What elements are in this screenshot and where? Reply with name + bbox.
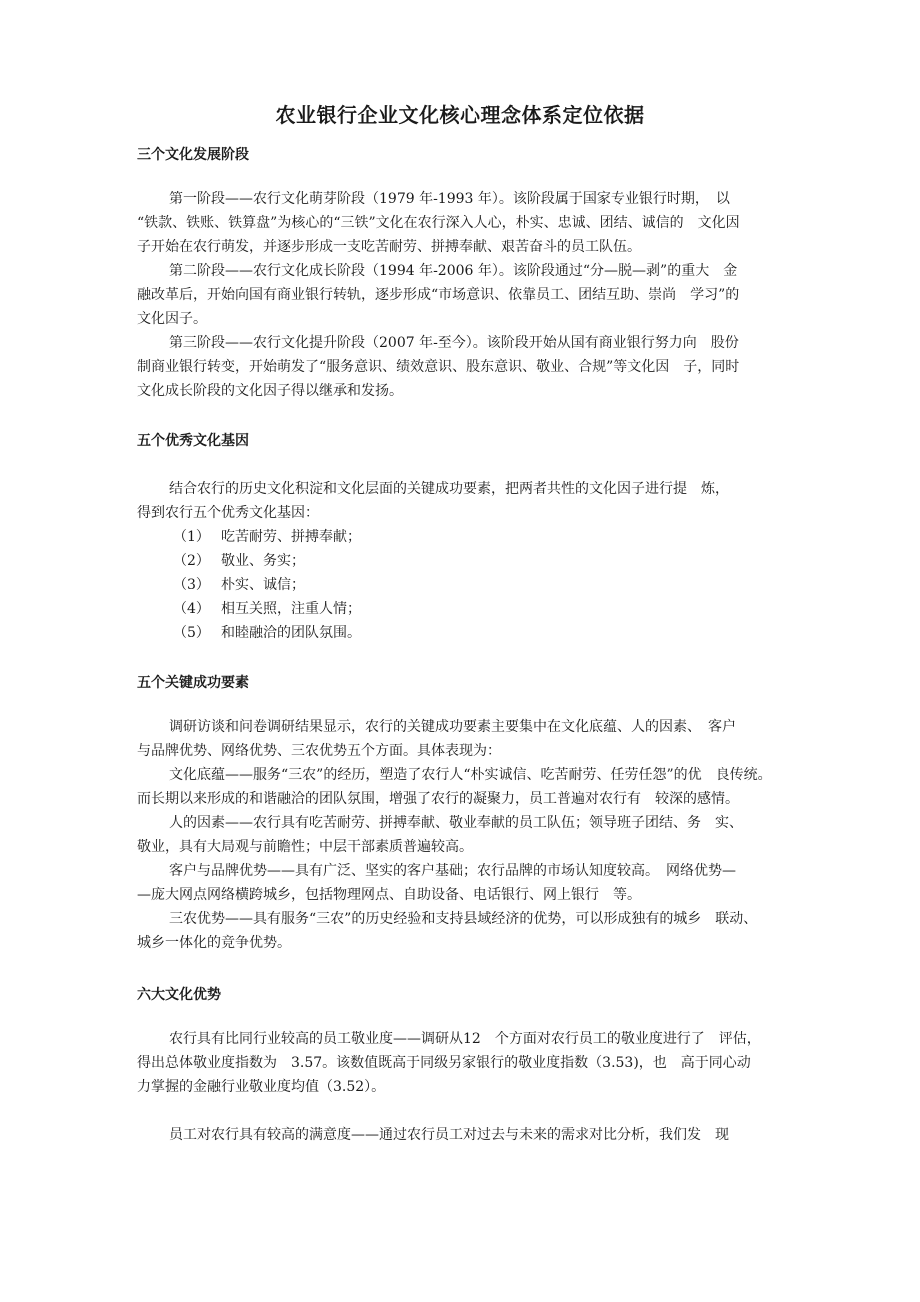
paragraph-line: 文化成长阶段的文化因子得以继承和发扬。 (137, 383, 403, 399)
list-item (173, 576, 305, 594)
paragraph-line: 第二阶段——农行文化成长阶段（1994 年-2006 年）。该阶段通过“分—脱—剥”的重大 金 (169, 263, 738, 279)
paragraph-line: 员工对农行具有较高的满意度——通过农行员工对过去与未来的需求对比分析，我们发 现 (169, 1127, 729, 1143)
section-heading: 六大文化优势 (137, 987, 221, 1003)
paragraph-line: 三农优势——具有服务“三农”的历史经验和支持县域经济的优势，可以形成独有的城乡 联动、 (169, 911, 758, 927)
paragraph-line: 而长期以来形成的和谐融洽的团队氛围，增强了农行的凝聚力，员工普遍对农行有 较深的感情。 (137, 791, 739, 807)
list-item-number: （4） (173, 601, 210, 617)
paragraph-line: 城乡一体化的竞争优势。 (137, 935, 291, 951)
paragraph-line: 得出总体敬业度指数为 3.57。该数值既高于同级另家银行的敬业度指数（3.53)，也 高于同心动 (137, 1055, 751, 1071)
section-heading: 五个优秀文化基因 (137, 433, 249, 449)
paragraph-line: “铁款、铁账、铁算盘”为核心的“三铁”文化在农行深入人心，朴实、忠诚、团结、诚信的 文化因 (137, 215, 740, 231)
list-item (173, 600, 361, 618)
paragraph-line: —庞大网点网络横跨城乡，包括物理网点、自助设备、电话银行、网上银行 等。 (137, 887, 641, 903)
paragraph-line: 文化因子。 (137, 311, 207, 327)
paragraph-line: 第三阶段——农行文化提升阶段（2007 年-至今）。该阶段开始从国有商业银行努力向 股份 (169, 335, 739, 351)
list-item (173, 528, 361, 546)
list-item-number: （5） (173, 625, 210, 641)
section-heading: 三个文化发展阶段 (137, 147, 249, 163)
list-item-number: （3） (173, 577, 210, 593)
paragraph-line: 第一阶段——农行文化萌芽阶段（1979 年-1993 年）。该阶段属于国家专业银行时期， 以 (169, 191, 730, 207)
list-item (173, 624, 361, 642)
paragraph-line: 融改革后，开始向国有商业银行转轨，逐步形成“市场意识、依靠员工、团结互助、崇尚 学习”的 (137, 287, 740, 303)
paragraph-line: 与品牌优势、网络优势、三农优势五个方面。具体表现为： (137, 743, 501, 759)
paragraph-line: 文化底蕴——服务“三农”的经历，塑造了农行人“朴实诚信、吃苦耐劳、任劳任怨”的优 良传统。 (169, 767, 772, 783)
paragraph-line: 敬业，具有大局观与前瞻性；中层干部素质普遍较高。 (137, 839, 473, 855)
list-item (173, 552, 305, 570)
list-item-number: （2） (173, 553, 210, 569)
list-item-text: 相互关照，注重人情； (221, 601, 361, 617)
list-item-text: 朴实、诚信； (221, 577, 305, 593)
list-item-text: 敬业、务实； (221, 553, 305, 569)
section-heading: 五个关键成功要素 (137, 675, 249, 691)
paragraph-line: 调研访谈和问卷调研结果显示，农行的关键成功要素主要集中在文化底蕴、人的因素、 客户 (169, 719, 736, 735)
paragraph-line: 农行具有比同行业较高的员工敬业度——调研从12 个方面对农行员工的敬业度进行了 评估， (169, 1031, 761, 1047)
paragraph-line: 人的因素——农行具有吃苦耐劳、拼搏奉献、敬业奉献的员工队伍；领导班子团结、务 实、 (169, 815, 743, 831)
paragraph-line: 制商业银行转变，开始萌发了“服务意识、绩效意识、股东意识、敬业、合规”等文化因 子，同时 (137, 359, 740, 375)
paragraph-line: 得到农行五个优秀文化基因： (137, 505, 319, 521)
document-title: 农业银行企业文化核心理念体系定位依据 (275, 103, 645, 127)
paragraph-line: 子开始在农行萌发，并逐步形成一支吃苦耐劳、拼搏奉献、艰苦奋斗的员工队伍。 (137, 239, 641, 255)
paragraph-line: 客户与品牌优势——具有广泛、坚实的客户基础；农行品牌的市场认知度较高。 网络优势— (169, 863, 736, 879)
list-item-text: 和睦融洽的团队氛围。 (221, 625, 361, 641)
list-item-number: （1） (173, 529, 210, 545)
paragraph-line: 力掌握的金融行业敬业度均值（3.52）。 (137, 1079, 386, 1095)
paragraph-line: 结合农行的历史文化积淀和文化层面的关键成功要素，把两者共性的文化因子进行提 炼， (169, 481, 729, 497)
list-item-text: 吃苦耐劳、拼搏奉献； (221, 529, 361, 545)
